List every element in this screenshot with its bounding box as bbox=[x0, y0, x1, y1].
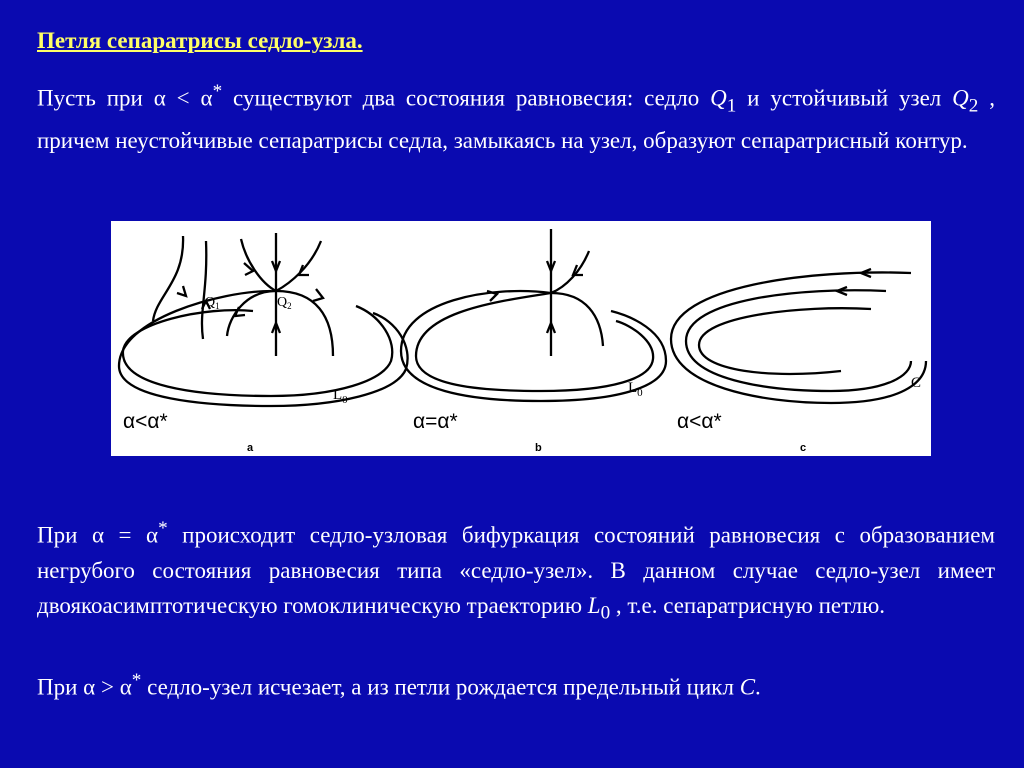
limit-cycle-paragraph: При α > α* седло-узел исчезает, а из петли рождается предельный цикл C. bbox=[37, 670, 761, 700]
cycle-c-label: C bbox=[911, 375, 922, 391]
right-trajectory-b bbox=[551, 293, 603, 346]
loop-l0-b bbox=[401, 291, 666, 401]
middle-spiral-c bbox=[686, 290, 911, 391]
l0-label-a: $L_0$ bbox=[333, 387, 348, 406]
l0-label-b: $L_0$ bbox=[628, 380, 643, 399]
inner-orbit-b bbox=[416, 293, 653, 391]
bifurcation-figure bbox=[111, 221, 931, 456]
top-right-trajectory-a bbox=[276, 241, 321, 291]
panel-c bbox=[671, 269, 926, 454]
caption-b: b bbox=[535, 442, 542, 454]
q2-label: $Q_2$ bbox=[277, 295, 292, 311]
slide-title: Петля сепаратрисы седло-узла. bbox=[37, 28, 363, 53]
panel-b bbox=[401, 229, 666, 454]
caption-a: a bbox=[247, 442, 254, 454]
top-right-trajectory-b bbox=[551, 251, 589, 293]
loop-l0-a bbox=[123, 306, 392, 396]
inner-spiral-c bbox=[699, 308, 871, 374]
q1-trajectory-a bbox=[153, 236, 183, 321]
arrow-icon bbox=[313, 289, 323, 301]
outer-orbit-a bbox=[119, 291, 408, 406]
intro-paragraph: Пусть при α < α* существуют два состояния равновесия: седло $Q_1$ и устойчивый узел $Q_2$ , причем неустойчивые сепаратрисы седла, замыкаясь на узел, образуют сепаратрисный контур. bbox=[37, 81, 995, 154]
q1-label: $Q_1$ bbox=[205, 295, 220, 311]
condition-label-c: α<α* bbox=[677, 410, 722, 433]
arrow-icon bbox=[487, 291, 497, 301]
bifurcation-paragraph: При α = α* происходит седло-узловая бифуркация состояний равновесия с образованием негрубого состояния равновесия типа «седло-узел». В данном случае седло-узел имеет двоякоасимптотическую гомоклиническую траекторию $L_0$ , т.е. сепаратрисную петлю. bbox=[37, 518, 995, 624]
caption-c: c bbox=[800, 442, 807, 454]
panel-a bbox=[119, 233, 408, 454]
condition-label-a: α<α* bbox=[123, 410, 168, 433]
left-trajectory-a bbox=[227, 291, 276, 336]
condition-label-b: α=α* bbox=[413, 410, 458, 433]
arrow-icon bbox=[177, 286, 186, 296]
q1-stable-a bbox=[202, 241, 206, 339]
